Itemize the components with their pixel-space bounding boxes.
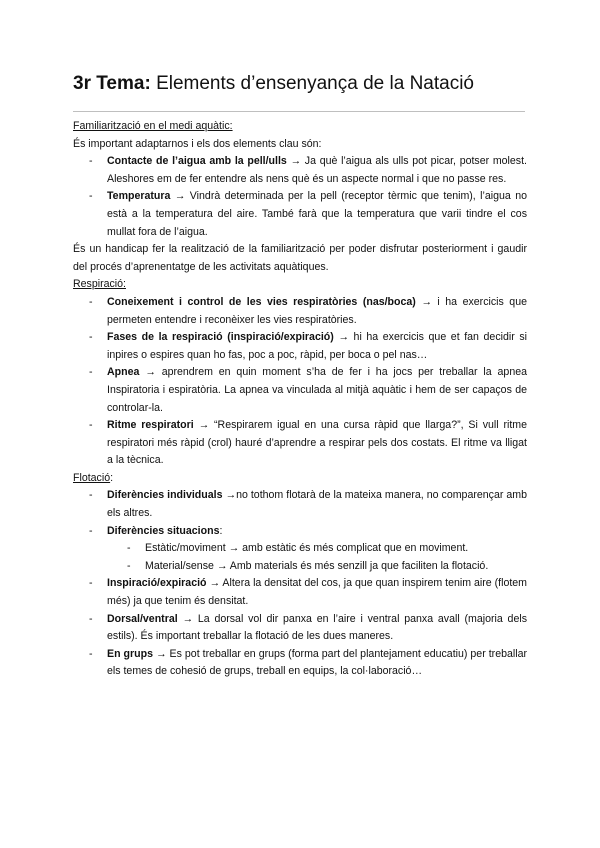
item-text: → aprendrem en quin moment s’ha de fer i ha jocs per treballar la apnea Inspiratoria i espiratòria. La apnea va vinculada al mitjà aquàtic i hem de ser capaços de controlar-la. <box>107 366 527 414</box>
list-item <box>73 294 527 329</box>
list-item <box>73 646 527 681</box>
item-text: → Ja què l’aigua als ulls pot picar, potser molest. Aleshores em de fer entendre als nens què és un aspecte normal i que no passe res. <box>107 155 527 185</box>
document-body <box>73 118 527 681</box>
list-item <box>73 417 527 470</box>
section-heading-respiracio: Respiració: <box>73 278 126 291</box>
sublist-item: - Estàtic/moviment → amb estàtic és més complicat que en moviment. <box>107 540 527 558</box>
item-text: →no tothom flotarà de la mateixa manera, no comparençar amb els altres. <box>107 489 527 520</box>
item-term: En grups <box>107 647 153 660</box>
list-respiracio <box>73 294 527 470</box>
page-title <box>73 73 474 95</box>
list-item <box>73 153 527 188</box>
item-term: Apnea <box>107 366 140 379</box>
list-item <box>73 329 527 364</box>
sublist-situacions <box>107 540 527 575</box>
sublist-item: - Material/sense → Amb materials és més senzill ja que faciliten la flotació. <box>107 558 527 576</box>
item-term: Contacte de l’aigua amb la pell/ulls <box>107 155 287 168</box>
section-heading-text: Flotació <box>73 471 111 484</box>
list-item <box>73 188 527 241</box>
section-heading-familiaritzacio: Familiarització en el medi aquàtic: <box>73 120 233 132</box>
section-heading-flotacio <box>73 470 527 488</box>
item-term: Dorsal/ventral <box>107 612 178 625</box>
paragraph-intro: És important adaptarnos i els dos elements clau són: <box>73 137 322 150</box>
list-item <box>73 575 527 610</box>
item-colon: : <box>219 524 223 537</box>
list-item <box>73 364 527 417</box>
item-text: → Vindrà determinada per la pell (receptor tèrmic que tenim), l’aigua no està a la temperatura del aire. També farà que la temperatura que varii tindre el cos mullat fora de l’aigua. <box>107 190 527 238</box>
item-text: → Es pot treballar en grups (forma part del plantejament educatiu) per treballar els temes de cohesió de grups, treball en equips, la col·laboració… <box>107 647 527 678</box>
item-text: → “Respirarem igual en una cursa ràpid que llarga?”, Si vull ritme respiratori més ràpid (crol) hauré d’aprendre a respirar pels dos costats. El ritme va lligat a la tècnica. <box>107 419 528 467</box>
item-text: → i ha exercicis que permeten entendre i reconèixer les vies respiratòries. <box>107 295 527 326</box>
list-flotacio <box>73 487 527 681</box>
title-text: Elements d’ensenyança de la Natació <box>150 73 474 94</box>
item-text: → hi ha exercicis que et fan decidir si inpires o espires quan ho fas, poc a poc, ràpid, per boca o pel nas… <box>107 331 527 361</box>
title-topic-number: 3r Tema: <box>73 73 151 94</box>
item-term: Ritme respiratori <box>107 419 194 432</box>
item-term: Coneixement i control de les vies respiratòries (nas/boca) <box>107 295 416 308</box>
item-term: Diferències individuals <box>107 489 223 502</box>
item-term: Diferències situacions <box>107 524 220 537</box>
section-heading-colon: : <box>110 471 114 484</box>
item-text: → Altera la densitat del cos, ja que quan inspirem tenim aire (flotem més) ja que tenim és densitat. <box>107 577 527 608</box>
item-text: → La dorsal vol dir panxa en l’aire i ventral panxa avall (majoria dels estils). És important treballar la flotació de les dues maneres. <box>107 612 527 643</box>
item-term: Temperatura <box>107 190 171 203</box>
list-item <box>73 487 527 522</box>
paragraph-outro: És un handicap fer la realització de la familiarització per poder disfrutar posteriorment i gaudir del procés d’aprenentatge de les activitats aquàtiques. <box>73 243 527 273</box>
list-item <box>73 523 527 576</box>
list-item <box>73 611 527 646</box>
item-term: Fases de la respiració (inspiració/expiració) <box>107 331 334 344</box>
title-divider <box>73 111 525 112</box>
item-term: Inspiració/expiració <box>107 577 207 590</box>
list-familiaritzacio <box>73 153 527 241</box>
